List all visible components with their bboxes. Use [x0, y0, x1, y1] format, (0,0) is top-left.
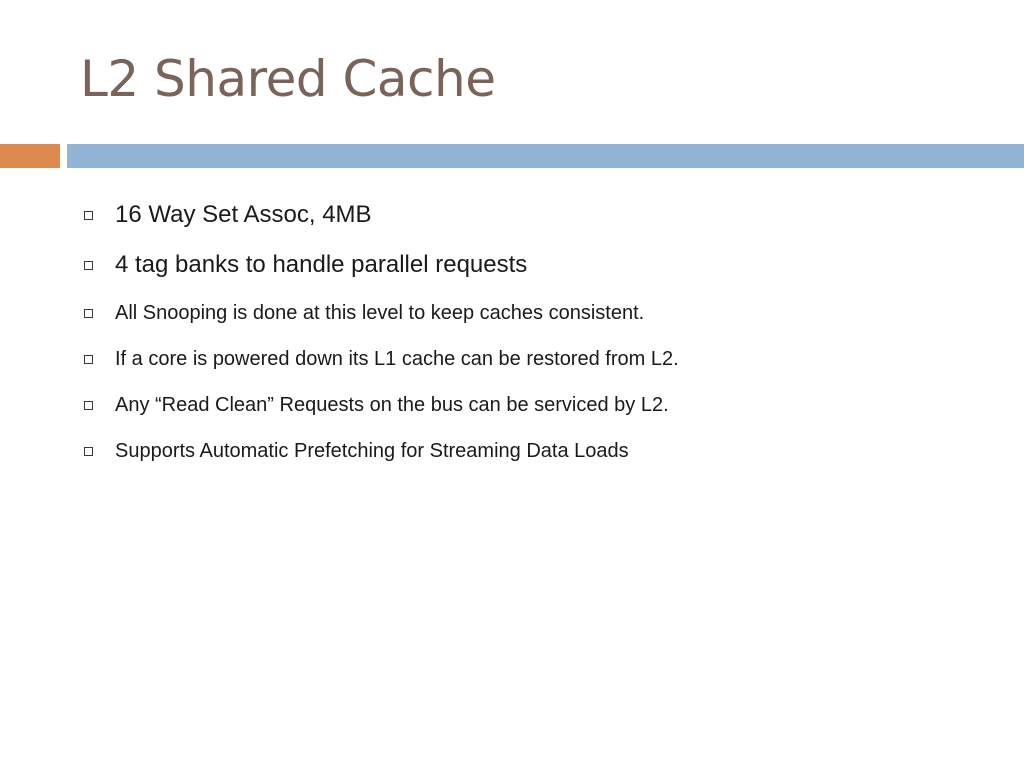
square-bullet-icon: [84, 211, 93, 220]
square-bullet-icon: [84, 261, 93, 270]
bullet-text: If a core is powered down its L1 cache can be restored from L2.: [115, 347, 679, 370]
square-bullet-icon: [84, 401, 93, 410]
bullet-item: [80, 382, 1000, 428]
bullet-list: [80, 190, 1000, 474]
bullet-text: All Snooping is done at this level to keep caches consistent.: [115, 301, 645, 324]
bullet-text: 16 Way Set Assoc, 4MB: [115, 201, 372, 228]
accent-bar-right: [67, 144, 1024, 168]
bullet-text: 4 tag banks to handle parallel requests: [115, 251, 528, 278]
slide-title: L2 Shared Cache: [80, 50, 496, 108]
square-bullet-icon: [84, 447, 93, 456]
bullet-item: [80, 240, 1000, 290]
bullet-text: Supports Automatic Prefetching for Streaming Data Loads: [115, 439, 629, 462]
bullet-text: Any “Read Clean” Requests on the bus can be serviced by L2.: [115, 393, 669, 416]
bullet-item: [80, 290, 1000, 336]
bullet-item: [80, 428, 1000, 474]
bullet-item: [80, 336, 1000, 382]
bullet-item: [80, 190, 1000, 240]
square-bullet-icon: [84, 355, 93, 364]
square-bullet-icon: [84, 309, 93, 318]
accent-bar-left: [0, 144, 60, 168]
